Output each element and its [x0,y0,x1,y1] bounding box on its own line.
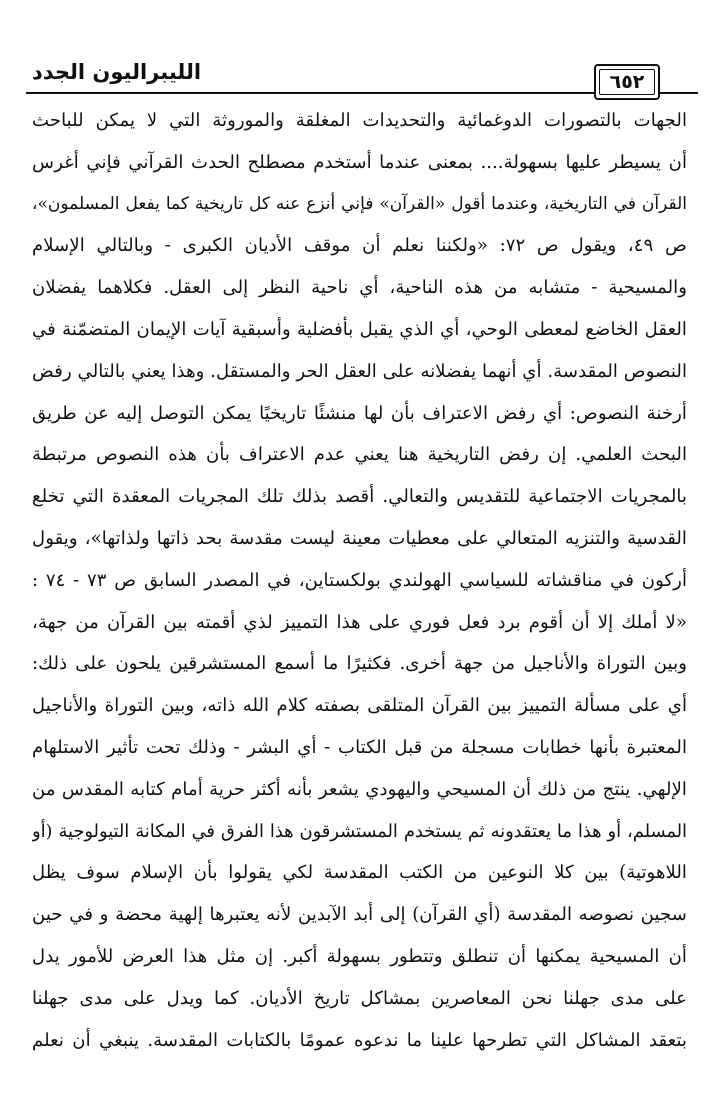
page-number-frame [594,64,660,100]
text-line: والمسيحية - متشابه من هذه الناحية، أي ناحية النظر إلى العقل. فكلاهما يفضلان [32,277,687,299]
body-text [32,100,687,1061]
text-line: النصوص المقدسة. أي أنهما يفضلانه على العقل الحر والمستقل. وهذا يعني بالتالي رفض [32,360,687,382]
text-line: بالمجريات الاجتماعية للتقديس والتعالي. أقصد بذلك تلك المجريات المعقدة التي تخلع [32,486,687,508]
text-line: «لا أملك إلا أن أقوم برد فعل فوري على هذا التمييز لذي أقمته بين القرآن من جهة، [32,611,687,633]
text-line: العقل الخاضع لمعطى الوحي، أي الذي يقبل بأفضلية وأسبقية آيات الإيمان المتضمّنة في [32,318,687,340]
text-line: المسلم، أو هذا ما يعتقدونه ثم يستخدم المستشرقون هذا الفرق في المكانة التيولوجية (أو [32,820,687,842]
text-line: اللاهوتية) بين كلا النوعين من الكتب المقدسة لكي يقولوا بأن الإسلام سوف يظل [32,862,687,884]
text-line: الإلهي. ينتج من ذلك أن المسيحي واليهودي يشعر بأنه أكثر حرية أمام كتابه المقدس من [32,778,687,800]
text-line: سجين نصوصه المقدسة (أي القرآن) إلى أبد الآبدين لأنه يعتبرها إلهية محضة و في حين [32,904,687,926]
text-line: بتعقد المشاكل التي تطرحها علينا ما ندعوه عمومًا بالكتابات المقدسة. ينبغي أن نعلم [32,1029,687,1051]
text-line: المعتبرة بأنها خطابات مسجلة من قبل الكتاب - أي البشر - وذلك تحت تأثير الاستلهام [32,736,687,758]
text-line: الجهات بالتصورات الدوغمائية والتحديدات المغلقة والموروثة التي لا يمكن للباحث [32,110,687,131]
text-line: القرآن في التاريخية، وعندما أقول «القرآن» فإني أنزع عنه كل تاريخية كما يفعل المسلمون»، [32,193,687,214]
text-line: أن المسيحية يمكنها أن تنطلق وتتطور بسهولة أكبر. إن مثل هذا العرض للأمور يدل [32,945,687,967]
text-line: القدسية والتنزيه المتعالي على معطيات معينة ليست مقدسة بحد ذاتها ولذاتها»، ويقول [32,527,687,549]
text-line: أي على مسألة التمييز بين القرآن المتلقى بصفته كلام الله ذاته، وبين التوراة والأناجيل [32,695,687,717]
running-title: الليبراليون الجدد [32,60,202,84]
text-line: البحث العلمي. إن رفض التاريخية هنا يعني عدم الاعتراف بأن هذه النصوص مرتبطة [32,444,687,466]
text-line: أرخنة النصوص: أي رفض الاعتراف بأن لها منشئًا تاريخيًا يمكن التوصل إليه عن طريق [32,402,687,424]
text-line: أركون في مناقشاته للسياسي الهولندي بولكستاين، في المصدر السابق ص ٧٣ - ٧٤ : [32,569,687,591]
page-header [26,58,698,100]
page-number: ٦٥٢ [609,71,645,93]
text-line: أن يسيطر عليها بسهولة.... بمعنى عندما أستخدم مصطلح الحدث القرآني فإني أغرس [32,151,687,173]
text-line: ص ٤٩، ويقول ص ٧٢: «ولكننا نعلم أن موقف الأديان الكبرى - وبالتالي الإسلام [32,235,687,257]
text-line: على مدى جهلنا نحن المعاصرين بمشاكل تاريخ الأديان. كما ويدل على مدى جهلنا [32,987,687,1009]
text-line: وبين التوراة والأناجيل من جهة أخرى. فكثيرًا ما أسمع المستشرقين يلحون على ذلك: [32,653,687,675]
